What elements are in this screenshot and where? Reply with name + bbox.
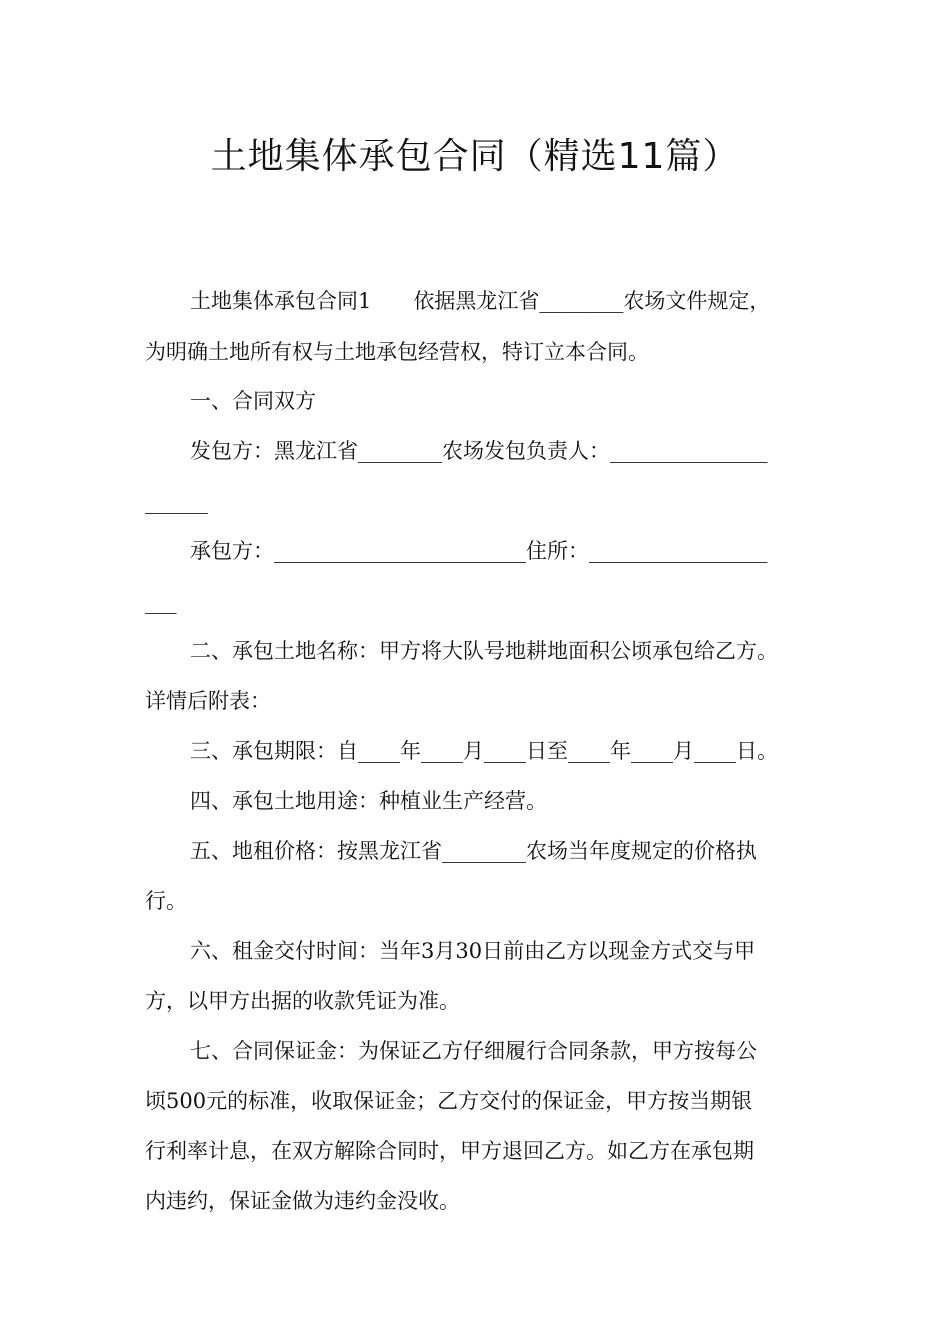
paragraph-line: 为明确土地所有权与土地承包经营权，特订立本合同。 — [145, 340, 649, 364]
document-title: 土地集体承包合同（精选11篇） — [210, 136, 740, 177]
paragraph-line: 四、承包土地用途：种植业生产经营。 — [190, 789, 547, 813]
paragraph-line: 七、合同保证金：为保证乙方仔细履行合同条款，甲方按每公 — [190, 1039, 757, 1063]
paragraph-line: ______ — [145, 490, 208, 514]
paragraph-line: 承包方：________________________住所：_________________ — [190, 539, 768, 563]
paragraph-line: 方，以甲方出据的收款凭证为准。 — [145, 989, 460, 1013]
section-heading: 一、合同双方 — [190, 389, 316, 413]
paragraph-line: 内违约，保证金做为违约金没收。 — [145, 1189, 460, 1213]
paragraph-line: ___ — [145, 590, 177, 614]
paragraph-line: 二、承包土地名称：甲方将大队号地耕地面积公顷承包给乙方。 — [190, 639, 778, 663]
paragraph-line: 顷500元的标准，收取保证金；乙方交付的保证金，甲方按当期银 — [145, 1089, 753, 1113]
paragraph-line: 五、地租价格：按黑龙江省________农场当年度规定的价格执 — [190, 839, 757, 863]
paragraph-line: 行利率计息，在双方解除合同时，甲方退回乙方。如乙方在承包期 — [145, 1139, 754, 1163]
paragraph-line: 六、租金交付时间：当年3月30日前由乙方以现金方式交与甲 — [190, 939, 756, 963]
paragraph-line: 三、承包期限：自____年____月____日至____年____月____日。 — [190, 739, 778, 763]
paragraph-line: 行。 — [145, 889, 187, 913]
paragraph-line: 详情后附表： — [145, 689, 271, 713]
paragraph-line: 发包方：黑龙江省________农场发包负责人：_______________ — [190, 439, 768, 463]
paragraph-line: 土地集体承包合同1 依据黑龙江省________农场文件规定， — [190, 289, 771, 313]
